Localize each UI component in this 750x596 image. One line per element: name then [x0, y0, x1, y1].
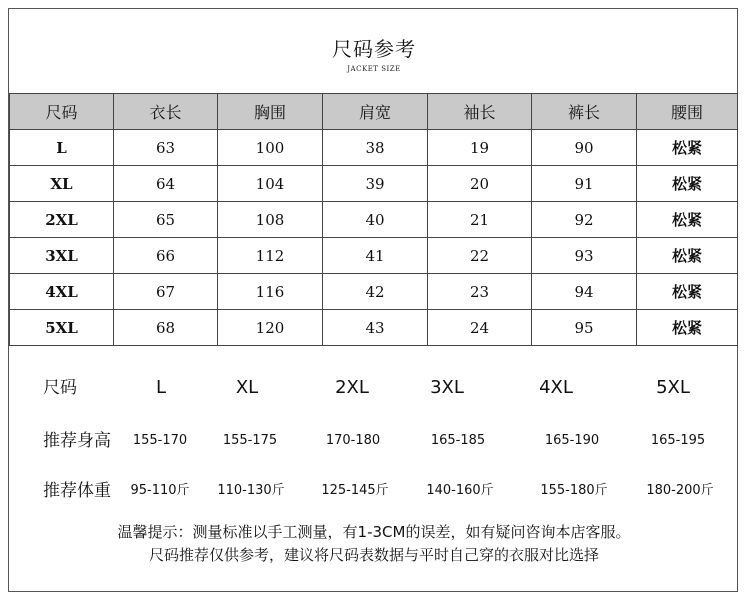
table-cell: 94	[532, 274, 637, 310]
column-header: 裤长	[532, 94, 637, 130]
table-cell: 松紧	[637, 166, 738, 202]
table-row	[10, 310, 738, 346]
table-cell: 4XL	[10, 274, 114, 310]
table-cell: 松紧	[637, 238, 738, 274]
height-value: 165-190	[544, 433, 600, 448]
weight-value: 125-145斤	[321, 483, 389, 498]
table-cell: 104	[218, 166, 323, 202]
table-cell: 松紧	[637, 274, 738, 310]
table-row	[10, 274, 738, 310]
row-label: 推荐身高	[43, 431, 111, 451]
table-cell: 90	[532, 130, 637, 166]
table-cell: 68	[114, 310, 218, 346]
weight-value: 140-160斤	[426, 483, 494, 498]
recommend-size-row	[9, 373, 739, 403]
table-cell: 3XL	[10, 238, 114, 274]
table-cell: 22	[428, 238, 532, 274]
table-cell: 23	[428, 274, 532, 310]
table-cell: 38	[323, 130, 428, 166]
table-cell: 松紧	[637, 310, 738, 346]
table-cell: 20	[428, 166, 532, 202]
tip-note: 温馨提示：测量标准以手工测量，有1-3CM的误差，如有疑问咨询本店客服。	[117, 523, 631, 541]
column-header: 袖长	[428, 94, 532, 130]
column-header: 尺码	[10, 94, 114, 130]
table-cell: 64	[114, 166, 218, 202]
column-header: 胸围	[218, 94, 323, 130]
table-header-row	[10, 94, 738, 130]
table-cell: 40	[323, 202, 428, 238]
weight-value: 180-200斤	[646, 483, 714, 498]
size-value: 5XL	[656, 377, 690, 398]
height-value: 165-185	[430, 433, 486, 448]
chart-subtitle: JACKET SIZE	[347, 65, 401, 73]
height-value: 155-175	[222, 433, 278, 448]
table-cell: 92	[532, 202, 637, 238]
table-cell: 108	[218, 202, 323, 238]
table-cell: 66	[114, 238, 218, 274]
table-cell: 24	[428, 310, 532, 346]
chart-title: 尺码参考	[332, 37, 416, 61]
height-value: 155-170	[132, 433, 188, 448]
table-cell: 112	[218, 238, 323, 274]
size-value: L	[155, 377, 167, 398]
height-value: 165-195	[650, 433, 706, 448]
weight-value: 110-130斤	[217, 483, 285, 498]
size-value: XL	[235, 377, 259, 398]
table-cell: 5XL	[10, 310, 114, 346]
weight-value: 155-180斤	[540, 483, 608, 498]
table-cell: 91	[532, 166, 637, 202]
table-cell: 42	[323, 274, 428, 310]
table-cell: 43	[323, 310, 428, 346]
recommend-weight-row	[9, 476, 739, 506]
size-value: 4XL	[539, 377, 573, 398]
size-value: 2XL	[335, 377, 369, 398]
table-cell: 93	[532, 238, 637, 274]
size-table	[9, 93, 738, 346]
tip-note: 尺码推荐仅供参考，建议将尺码表数据与平时自己穿的衣服对比选择	[148, 546, 599, 564]
table-cell: 松紧	[637, 130, 738, 166]
table-row	[10, 202, 738, 238]
weight-value: 95-110斤	[130, 483, 190, 498]
table-row	[10, 130, 738, 166]
table-cell: 39	[323, 166, 428, 202]
table-row	[10, 238, 738, 274]
column-header: 肩宽	[323, 94, 428, 130]
table-cell: 19	[428, 130, 532, 166]
column-header: 腰围	[637, 94, 738, 130]
row-label: 推荐体重	[43, 481, 111, 501]
table-cell: 67	[114, 274, 218, 310]
table-cell: 63	[114, 130, 218, 166]
table-cell: 65	[114, 202, 218, 238]
height-value: 170-180	[325, 433, 381, 448]
size-value: 3XL	[430, 377, 464, 398]
row-label: 尺码	[43, 378, 77, 398]
recommend-height-row	[9, 426, 739, 456]
table-row	[10, 166, 738, 202]
table-cell: L	[10, 130, 114, 166]
table-cell: 120	[218, 310, 323, 346]
table-cell: 100	[218, 130, 323, 166]
size-chart-card	[8, 8, 738, 592]
column-header: 衣长	[114, 94, 218, 130]
table-cell: 95	[532, 310, 637, 346]
table-cell: 41	[323, 238, 428, 274]
table-cell: XL	[10, 166, 114, 202]
table-cell: 松紧	[637, 202, 738, 238]
table-cell: 21	[428, 202, 532, 238]
table-cell: 2XL	[10, 202, 114, 238]
table-cell: 116	[218, 274, 323, 310]
